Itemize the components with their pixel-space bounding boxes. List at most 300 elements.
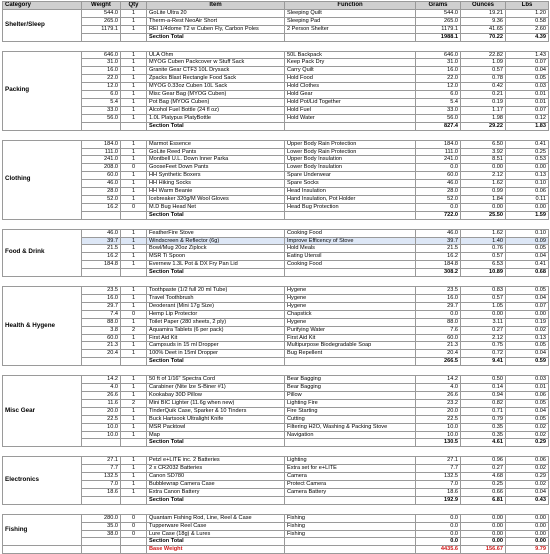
grams-cell[interactable]: 111.0 bbox=[416, 148, 461, 156]
lbs-cell[interactable]: 0.05 bbox=[506, 75, 549, 83]
item-cell[interactable]: TinderQuik Case, Sparker & 10 Tinders bbox=[147, 407, 285, 415]
function-cell[interactable]: Multipurpose Biodegradable Soap bbox=[285, 342, 416, 350]
qty-cell[interactable]: 1 bbox=[121, 334, 147, 342]
qty-cell[interactable]: 1 bbox=[121, 114, 147, 122]
ounces-cell[interactable]: 0.57 bbox=[461, 253, 506, 261]
grams-cell[interactable]: 0.0 bbox=[416, 310, 461, 318]
grams-cell[interactable]: 20.4 bbox=[416, 350, 461, 358]
weight-cell[interactable]: 21.5 bbox=[82, 245, 121, 253]
grams-cell[interactable]: 56.0 bbox=[416, 114, 461, 122]
ounces-cell[interactable]: 19.21 bbox=[461, 9, 506, 17]
qty-cell[interactable]: 1 bbox=[121, 229, 147, 237]
function-cell[interactable]: Chapstick bbox=[285, 310, 416, 318]
total-lbs[interactable]: 0.29 bbox=[506, 439, 549, 447]
ounces-cell[interactable]: 0.76 bbox=[461, 245, 506, 253]
lbs-cell[interactable]: 0.25 bbox=[506, 148, 549, 156]
total-grams[interactable]: 0.0 bbox=[416, 538, 461, 546]
lbs-cell[interactable]: 0.00 bbox=[506, 522, 549, 530]
function-cell[interactable]: Pillow bbox=[285, 391, 416, 399]
weight-cell[interactable]: 18.6 bbox=[82, 488, 121, 496]
total-empty-cell[interactable] bbox=[285, 538, 416, 546]
item-cell[interactable]: Toothpaste (1/2 full 20 ml Tube) bbox=[147, 287, 285, 295]
function-cell[interactable]: Extra set for e+LITE bbox=[285, 465, 416, 473]
item-cell[interactable]: GoLite Reed Pants bbox=[147, 148, 285, 156]
ounces-cell[interactable]: 2.12 bbox=[461, 172, 506, 180]
lbs-cell[interactable]: 0.06 bbox=[506, 457, 549, 465]
qty-cell[interactable]: 1 bbox=[121, 431, 147, 439]
ounces-cell[interactable]: 0.57 bbox=[461, 67, 506, 75]
weight-cell[interactable]: 544.0 bbox=[82, 9, 121, 17]
function-cell[interactable]: Hygene bbox=[285, 295, 416, 303]
ounces-cell[interactable]: 0.00 bbox=[461, 164, 506, 172]
qty-cell[interactable]: 1 bbox=[121, 415, 147, 423]
function-cell[interactable]: Hygene bbox=[285, 302, 416, 310]
function-cell[interactable]: Bug Repellent bbox=[285, 350, 416, 358]
item-cell[interactable]: Therm-a-Rest NeoAir Short bbox=[147, 17, 285, 25]
item-cell[interactable]: Carabiner (Nite Ize S-Biner #1) bbox=[147, 384, 285, 392]
grams-cell[interactable]: 5.4 bbox=[416, 98, 461, 106]
qty-cell[interactable]: 1 bbox=[121, 75, 147, 83]
qty-cell[interactable]: 1 bbox=[121, 172, 147, 180]
weight-cell[interactable]: 3.8 bbox=[82, 326, 121, 334]
weight-cell[interactable]: 33.0 bbox=[82, 106, 121, 114]
ounces-cell[interactable]: 0.94 bbox=[461, 391, 506, 399]
weight-cell[interactable]: 241.0 bbox=[82, 156, 121, 164]
weight-cell[interactable]: 280.0 bbox=[82, 514, 121, 522]
lbs-cell[interactable]: 0.06 bbox=[506, 188, 549, 196]
item-cell[interactable]: Toilet Paper (280 sheets, 2 ply) bbox=[147, 318, 285, 326]
weight-cell[interactable]: 7.7 bbox=[82, 465, 121, 473]
item-cell[interactable]: Marmot Essence bbox=[147, 140, 285, 148]
item-cell[interactable]: MYOG 0.33oz Cuben 10L Sack bbox=[147, 83, 285, 91]
weight-cell[interactable]: 21.3 bbox=[82, 342, 121, 350]
lbs-cell[interactable]: 0.29 bbox=[506, 473, 549, 481]
total-ounces[interactable]: 6.81 bbox=[461, 496, 506, 504]
total-empty-cell[interactable] bbox=[285, 33, 416, 41]
function-cell[interactable]: Spare Socks bbox=[285, 180, 416, 188]
total-empty-cell[interactable] bbox=[285, 358, 416, 366]
function-cell[interactable]: Hold Pot/Lid Together bbox=[285, 98, 416, 106]
grams-cell[interactable]: 16.0 bbox=[416, 67, 461, 75]
weight-cell[interactable]: 1179.1 bbox=[82, 25, 121, 33]
lbs-cell[interactable]: 0.00 bbox=[506, 164, 549, 172]
header-lbs[interactable]: Lbs bbox=[506, 2, 549, 10]
grams-cell[interactable]: 46.0 bbox=[416, 229, 461, 237]
weight-cell[interactable]: 208.0 bbox=[82, 164, 121, 172]
function-cell[interactable]: Purifying Water bbox=[285, 326, 416, 334]
qty-cell[interactable]: 1 bbox=[121, 457, 147, 465]
category-cell[interactable]: Shelter/Sleep bbox=[3, 9, 82, 41]
function-cell[interactable]: Cutting bbox=[285, 415, 416, 423]
item-cell[interactable]: Icebreaker 320g/M Wool Gloves bbox=[147, 195, 285, 203]
ounces-cell[interactable]: 6.50 bbox=[461, 140, 506, 148]
grams-cell[interactable]: 39.7 bbox=[416, 237, 461, 245]
section-total-label[interactable]: Section Total bbox=[147, 538, 285, 546]
ounces-cell[interactable]: 9.36 bbox=[461, 17, 506, 25]
grams-cell[interactable]: 88.0 bbox=[416, 318, 461, 326]
grams-cell[interactable]: 33.0 bbox=[416, 106, 461, 114]
grams-cell[interactable]: 16.2 bbox=[416, 253, 461, 261]
item-cell[interactable]: REI 1/4dome T2 w Cuben Fly, Carbon Poles bbox=[147, 25, 285, 33]
weight-cell[interactable]: 20.0 bbox=[82, 407, 121, 415]
grams-cell[interactable]: 60.0 bbox=[416, 334, 461, 342]
total-empty-cell[interactable] bbox=[121, 211, 147, 219]
base-grams[interactable]: 4435.6 bbox=[416, 546, 461, 554]
ounces-cell[interactable]: 0.00 bbox=[461, 514, 506, 522]
grams-cell[interactable]: 4.0 bbox=[416, 384, 461, 392]
ounces-cell[interactable]: 1.17 bbox=[461, 106, 506, 114]
total-ounces[interactable]: 29.22 bbox=[461, 122, 506, 130]
qty-cell[interactable]: 1 bbox=[121, 98, 147, 106]
lbs-cell[interactable]: 0.05 bbox=[506, 287, 549, 295]
ounces-cell[interactable]: 0.14 bbox=[461, 384, 506, 392]
grams-cell[interactable]: 28.0 bbox=[416, 188, 461, 196]
ounces-cell[interactable]: 1.98 bbox=[461, 114, 506, 122]
item-cell[interactable]: Montbell U.L. Down Inner Parka bbox=[147, 156, 285, 164]
ounces-cell[interactable]: 1.84 bbox=[461, 195, 506, 203]
grams-cell[interactable]: 241.0 bbox=[416, 156, 461, 164]
grams-cell[interactable]: 31.0 bbox=[416, 59, 461, 67]
total-grams[interactable]: 130.5 bbox=[416, 439, 461, 447]
weight-cell[interactable]: 16.0 bbox=[82, 67, 121, 75]
weight-cell[interactable]: 184.0 bbox=[82, 140, 121, 148]
total-empty-cell[interactable] bbox=[82, 538, 121, 546]
function-cell[interactable]: Improve Efficency of Stove bbox=[285, 237, 416, 245]
ounces-cell[interactable]: 0.57 bbox=[461, 295, 506, 303]
weight-cell[interactable]: 14.2 bbox=[82, 376, 121, 384]
total-lbs[interactable]: 1.59 bbox=[506, 211, 549, 219]
weight-cell[interactable]: 52.0 bbox=[82, 195, 121, 203]
qty-cell[interactable]: 0 bbox=[121, 522, 147, 530]
lbs-cell[interactable]: 0.05 bbox=[506, 245, 549, 253]
item-cell[interactable]: Misc Gear Bag (MYOG Cuben) bbox=[147, 91, 285, 99]
ounces-cell[interactable]: 0.66 bbox=[461, 488, 506, 496]
lbs-cell[interactable]: 0.01 bbox=[506, 91, 549, 99]
lbs-cell[interactable]: 0.12 bbox=[506, 114, 549, 122]
item-cell[interactable]: Campsuds in 15 ml Dropper bbox=[147, 342, 285, 350]
lbs-cell[interactable]: 0.04 bbox=[506, 67, 549, 75]
function-cell[interactable]: Fishing bbox=[285, 530, 416, 538]
item-cell[interactable]: Bowl/Mug 20oz Ziplock bbox=[147, 245, 285, 253]
qty-cell[interactable]: 1 bbox=[121, 465, 147, 473]
qty-cell[interactable]: 1 bbox=[121, 237, 147, 245]
lbs-cell[interactable]: 0.07 bbox=[506, 106, 549, 114]
weight-cell[interactable]: 29.7 bbox=[82, 302, 121, 310]
total-lbs[interactable]: 1.83 bbox=[506, 122, 549, 130]
qty-cell[interactable]: 1 bbox=[121, 253, 147, 261]
lbs-cell[interactable]: 0.10 bbox=[506, 229, 549, 237]
ounces-cell[interactable]: 1.40 bbox=[461, 237, 506, 245]
qty-cell[interactable]: 1 bbox=[121, 391, 147, 399]
lbs-cell[interactable]: 0.02 bbox=[506, 326, 549, 334]
weight-cell[interactable]: 265.0 bbox=[82, 17, 121, 25]
item-cell[interactable]: Hemp Lip Protector bbox=[147, 310, 285, 318]
qty-cell[interactable]: 1 bbox=[121, 350, 147, 358]
ounces-cell[interactable]: 0.83 bbox=[461, 287, 506, 295]
grams-cell[interactable]: 7.0 bbox=[416, 481, 461, 489]
base-empty-cell[interactable] bbox=[121, 546, 147, 554]
grams-cell[interactable]: 21.3 bbox=[416, 342, 461, 350]
ounces-cell[interactable]: 0.71 bbox=[461, 407, 506, 415]
weight-cell[interactable]: 16.2 bbox=[82, 203, 121, 211]
item-cell[interactable]: Kookabay 30D Pillow bbox=[147, 391, 285, 399]
lbs-cell[interactable]: 0.01 bbox=[506, 98, 549, 106]
function-cell[interactable]: Hold Clothes bbox=[285, 83, 416, 91]
function-cell[interactable]: Camera bbox=[285, 473, 416, 481]
item-cell[interactable]: 2 x CR2032 Batteries bbox=[147, 465, 285, 473]
item-cell[interactable]: Mini BIC Lighter (11.6g when new) bbox=[147, 399, 285, 407]
total-grams[interactable]: 192.9 bbox=[416, 496, 461, 504]
total-empty-cell[interactable] bbox=[82, 122, 121, 130]
lbs-cell[interactable]: 0.00 bbox=[506, 514, 549, 522]
ounces-cell[interactable]: 0.21 bbox=[461, 91, 506, 99]
grams-cell[interactable]: 20.0 bbox=[416, 407, 461, 415]
weight-cell[interactable]: 22.5 bbox=[82, 415, 121, 423]
lbs-cell[interactable]: 0.53 bbox=[506, 156, 549, 164]
header-function[interactable]: Function bbox=[285, 2, 416, 10]
item-cell[interactable]: Bubblewrap Camera Case bbox=[147, 481, 285, 489]
qty-cell[interactable]: 0 bbox=[121, 310, 147, 318]
qty-cell[interactable]: 1 bbox=[121, 106, 147, 114]
function-cell[interactable]: Upper Body Insulation bbox=[285, 156, 416, 164]
total-empty-cell[interactable] bbox=[285, 122, 416, 130]
qty-cell[interactable]: 2 bbox=[121, 399, 147, 407]
qty-cell[interactable]: 1 bbox=[121, 261, 147, 269]
grams-cell[interactable]: 21.5 bbox=[416, 245, 461, 253]
ounces-cell[interactable]: 22.82 bbox=[461, 51, 506, 59]
section-total-label[interactable]: Section Total bbox=[147, 33, 285, 41]
qty-cell[interactable]: 1 bbox=[121, 140, 147, 148]
base-empty-cell[interactable] bbox=[285, 546, 416, 554]
total-empty-cell[interactable] bbox=[82, 496, 121, 504]
total-ounces[interactable]: 9.41 bbox=[461, 358, 506, 366]
qty-cell[interactable]: 1 bbox=[121, 188, 147, 196]
ounces-cell[interactable]: 0.27 bbox=[461, 326, 506, 334]
lbs-cell[interactable]: 0.02 bbox=[506, 423, 549, 431]
grams-cell[interactable]: 60.0 bbox=[416, 172, 461, 180]
qty-cell[interactable]: 1 bbox=[121, 407, 147, 415]
lbs-cell[interactable]: 0.05 bbox=[506, 415, 549, 423]
total-empty-cell[interactable] bbox=[285, 269, 416, 277]
item-cell[interactable]: First Aid Kit bbox=[147, 334, 285, 342]
grams-cell[interactable]: 10.0 bbox=[416, 431, 461, 439]
weight-cell[interactable]: 88.0 bbox=[82, 318, 121, 326]
function-cell[interactable]: First Aid Kit bbox=[285, 334, 416, 342]
item-cell[interactable]: HH Hiking Socks bbox=[147, 180, 285, 188]
total-empty-cell[interactable] bbox=[82, 269, 121, 277]
weight-cell[interactable]: 56.0 bbox=[82, 114, 121, 122]
weight-cell[interactable]: 22.0 bbox=[82, 75, 121, 83]
weight-cell[interactable]: 31.0 bbox=[82, 59, 121, 67]
function-cell[interactable]: Hold Fuel bbox=[285, 106, 416, 114]
total-grams[interactable]: 827.4 bbox=[416, 122, 461, 130]
function-cell[interactable]: Spare Underwear bbox=[285, 172, 416, 180]
total-lbs[interactable]: 4.39 bbox=[506, 33, 549, 41]
weight-cell[interactable]: 46.0 bbox=[82, 180, 121, 188]
lbs-cell[interactable]: 0.07 bbox=[506, 302, 549, 310]
qty-cell[interactable]: 1 bbox=[121, 342, 147, 350]
qty-cell[interactable]: 2 bbox=[121, 326, 147, 334]
function-cell[interactable]: Lower Body Rain Protection bbox=[285, 148, 416, 156]
function-cell[interactable]: Hold Meals bbox=[285, 245, 416, 253]
grams-cell[interactable]: 0.0 bbox=[416, 530, 461, 538]
weight-cell[interactable]: 184.8 bbox=[82, 261, 121, 269]
category-cell[interactable]: Packing bbox=[3, 51, 82, 130]
header-ounces[interactable]: Ounces bbox=[461, 2, 506, 10]
section-total-label[interactable]: Section Total bbox=[147, 439, 285, 447]
lbs-cell[interactable]: 0.05 bbox=[506, 399, 549, 407]
category-cell[interactable]: Health & Hygene bbox=[3, 287, 82, 366]
grams-cell[interactable]: 7.7 bbox=[416, 465, 461, 473]
total-ounces[interactable]: 25.50 bbox=[461, 211, 506, 219]
qty-cell[interactable]: 1 bbox=[121, 481, 147, 489]
item-cell[interactable]: GoLite Ultra 20 bbox=[147, 9, 285, 17]
lbs-cell[interactable]: 0.03 bbox=[506, 376, 549, 384]
ounces-cell[interactable]: 0.78 bbox=[461, 75, 506, 83]
qty-cell[interactable]: 1 bbox=[121, 384, 147, 392]
lbs-cell[interactable]: 0.00 bbox=[506, 310, 549, 318]
total-ounces[interactable]: 4.61 bbox=[461, 439, 506, 447]
grams-cell[interactable]: 646.0 bbox=[416, 51, 461, 59]
ounces-cell[interactable]: 1.62 bbox=[461, 229, 506, 237]
ounces-cell[interactable]: 0.25 bbox=[461, 481, 506, 489]
grams-cell[interactable]: 132.5 bbox=[416, 473, 461, 481]
weight-cell[interactable]: 6.0 bbox=[82, 91, 121, 99]
ounces-cell[interactable]: 0.00 bbox=[461, 530, 506, 538]
function-cell[interactable]: Eating Utensil bbox=[285, 253, 416, 261]
ounces-cell[interactable]: 2.12 bbox=[461, 334, 506, 342]
total-empty-cell[interactable] bbox=[121, 538, 147, 546]
ounces-cell[interactable]: 0.75 bbox=[461, 342, 506, 350]
total-ounces[interactable]: 70.22 bbox=[461, 33, 506, 41]
lbs-cell[interactable]: 0.02 bbox=[506, 465, 549, 473]
lbs-cell[interactable]: 0.06 bbox=[506, 391, 549, 399]
total-empty-cell[interactable] bbox=[121, 122, 147, 130]
grams-cell[interactable]: 14.2 bbox=[416, 376, 461, 384]
category-cell[interactable]: Fishing bbox=[3, 514, 82, 546]
total-lbs[interactable]: 0.43 bbox=[506, 496, 549, 504]
ounces-cell[interactable]: 1.62 bbox=[461, 180, 506, 188]
total-grams[interactable]: 266.5 bbox=[416, 358, 461, 366]
weight-cell[interactable]: 60.0 bbox=[82, 172, 121, 180]
function-cell[interactable]: Carry Quilt bbox=[285, 67, 416, 75]
item-cell[interactable]: Travel Toothbrush bbox=[147, 295, 285, 303]
qty-cell[interactable]: 1 bbox=[121, 318, 147, 326]
function-cell[interactable]: Bear Bagging bbox=[285, 376, 416, 384]
weight-cell[interactable]: 111.0 bbox=[82, 148, 121, 156]
item-cell[interactable]: Pot Bag (MYOG Cuben) bbox=[147, 98, 285, 106]
grams-cell[interactable]: 7.6 bbox=[416, 326, 461, 334]
grams-cell[interactable]: 0.0 bbox=[416, 522, 461, 530]
grams-cell[interactable]: 26.6 bbox=[416, 391, 461, 399]
item-cell[interactable]: Buck Hartsook Ultralight Knife bbox=[147, 415, 285, 423]
item-cell[interactable]: Windscreen & Reflector (6g) bbox=[147, 237, 285, 245]
total-ounces[interactable]: 10.89 bbox=[461, 269, 506, 277]
total-ounces[interactable]: 0.00 bbox=[461, 538, 506, 546]
weight-cell[interactable]: 20.4 bbox=[82, 350, 121, 358]
item-cell[interactable]: 1.0L Platypus PlatyBottle bbox=[147, 114, 285, 122]
base-ounces[interactable]: 156.67 bbox=[461, 546, 506, 554]
item-cell[interactable]: FeatherFire Stove bbox=[147, 229, 285, 237]
function-cell[interactable]: 50L Backpack bbox=[285, 51, 416, 59]
qty-cell[interactable]: 1 bbox=[121, 83, 147, 91]
function-cell[interactable]: Head Bug Protection bbox=[285, 203, 416, 211]
qty-cell[interactable]: 1 bbox=[121, 17, 147, 25]
lbs-cell[interactable]: 2.60 bbox=[506, 25, 549, 33]
grams-cell[interactable]: 0.0 bbox=[416, 203, 461, 211]
ounces-cell[interactable]: 0.19 bbox=[461, 98, 506, 106]
item-cell[interactable]: Map bbox=[147, 431, 285, 439]
lbs-cell[interactable]: 0.13 bbox=[506, 334, 549, 342]
function-cell[interactable]: 2 Person Shelter bbox=[285, 25, 416, 33]
weight-cell[interactable]: 7.4 bbox=[82, 310, 121, 318]
section-total-label[interactable]: Section Total bbox=[147, 358, 285, 366]
qty-cell[interactable]: 1 bbox=[121, 25, 147, 33]
qty-cell[interactable]: 1 bbox=[121, 51, 147, 59]
header-weight[interactable]: Weight bbox=[82, 2, 121, 10]
qty-cell[interactable]: 1 bbox=[121, 287, 147, 295]
ounces-cell[interactable]: 1.05 bbox=[461, 302, 506, 310]
function-cell[interactable]: Hygene bbox=[285, 318, 416, 326]
item-cell[interactable]: ULA Ohm bbox=[147, 51, 285, 59]
grams-cell[interactable]: 184.8 bbox=[416, 261, 461, 269]
header-item[interactable]: Item bbox=[147, 2, 285, 10]
qty-cell[interactable]: 1 bbox=[121, 67, 147, 75]
function-cell[interactable]: Hold Food bbox=[285, 75, 416, 83]
total-empty-cell[interactable] bbox=[121, 33, 147, 41]
weight-cell[interactable]: 5.4 bbox=[82, 98, 121, 106]
category-cell[interactable]: Electronics bbox=[3, 457, 82, 504]
item-cell[interactable]: HH Synthetic Boxers bbox=[147, 172, 285, 180]
function-cell[interactable]: Cooking Food bbox=[285, 261, 416, 269]
item-cell[interactable]: Extra Canon Battery bbox=[147, 488, 285, 496]
function-cell[interactable]: Lower Body Insulation bbox=[285, 164, 416, 172]
total-empty-cell[interactable] bbox=[82, 211, 121, 219]
ounces-cell[interactable]: 6.53 bbox=[461, 261, 506, 269]
weight-cell[interactable]: 7.0 bbox=[82, 481, 121, 489]
total-empty-cell[interactable] bbox=[121, 496, 147, 504]
lbs-cell[interactable]: 0.02 bbox=[506, 481, 549, 489]
qty-cell[interactable]: 1 bbox=[121, 180, 147, 188]
grams-cell[interactable]: 22.5 bbox=[416, 415, 461, 423]
header-qty[interactable]: Qty bbox=[121, 2, 147, 10]
item-cell[interactable]: Evernew 1.3L Pot & DX Fry Pan Lid bbox=[147, 261, 285, 269]
item-cell[interactable]: M.D Bug Head Net bbox=[147, 203, 285, 211]
lbs-cell[interactable]: 0.00 bbox=[506, 530, 549, 538]
lbs-cell[interactable]: 0.00 bbox=[506, 203, 549, 211]
total-empty-cell[interactable] bbox=[121, 269, 147, 277]
category-cell[interactable]: Food & Drink bbox=[3, 229, 82, 276]
qty-cell[interactable]: 1 bbox=[121, 488, 147, 496]
grams-cell[interactable]: 27.1 bbox=[416, 457, 461, 465]
item-cell[interactable]: Canon SD780 bbox=[147, 473, 285, 481]
ounces-cell[interactable]: 0.99 bbox=[461, 188, 506, 196]
ounces-cell[interactable]: 0.50 bbox=[461, 376, 506, 384]
item-cell[interactable]: Tupperware Reel Case bbox=[147, 522, 285, 530]
qty-cell[interactable]: 1 bbox=[121, 156, 147, 164]
qty-cell[interactable]: 1 bbox=[121, 9, 147, 17]
ounces-cell[interactable]: 4.68 bbox=[461, 473, 506, 481]
lbs-cell[interactable]: 0.04 bbox=[506, 488, 549, 496]
qty-cell[interactable]: 1 bbox=[121, 245, 147, 253]
ounces-cell[interactable]: 0.27 bbox=[461, 465, 506, 473]
lbs-cell[interactable]: 0.04 bbox=[506, 407, 549, 415]
lbs-cell[interactable]: 0.10 bbox=[506, 180, 549, 188]
weight-cell[interactable]: 132.5 bbox=[82, 473, 121, 481]
ounces-cell[interactable]: 41.65 bbox=[461, 25, 506, 33]
lbs-cell[interactable]: 0.07 bbox=[506, 59, 549, 67]
qty-cell[interactable]: 1 bbox=[121, 473, 147, 481]
